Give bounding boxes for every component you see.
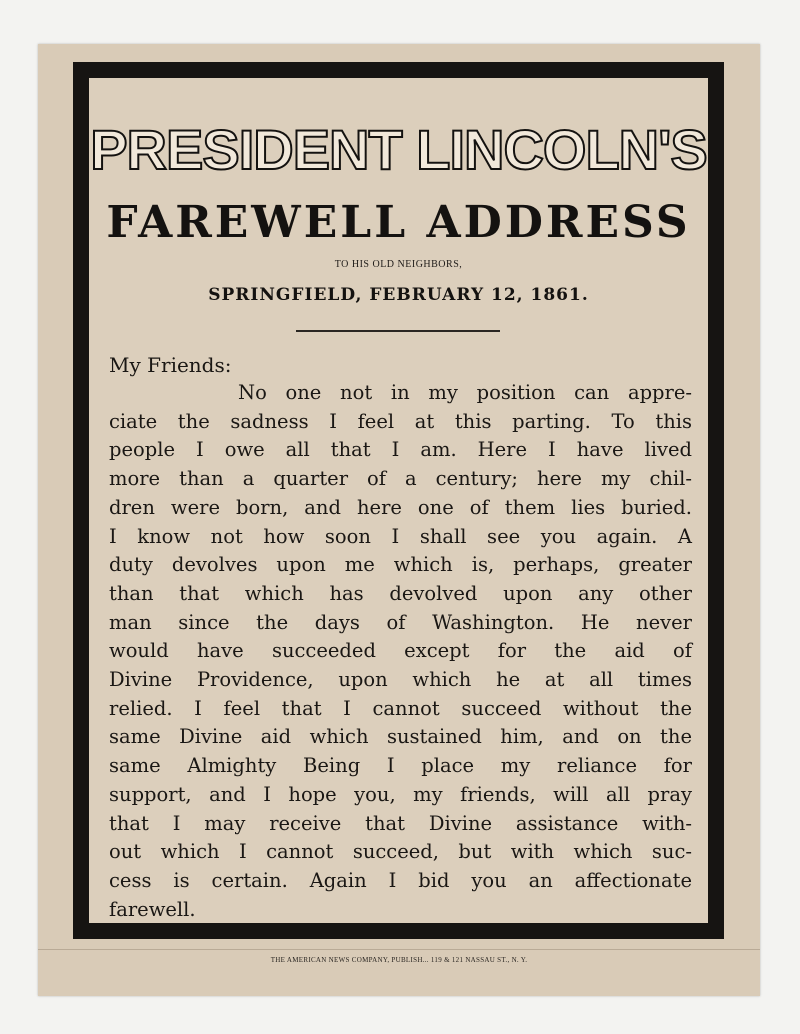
body-line: man since the days of Washington. He never [109, 610, 692, 634]
body-line: cess is certain. Again I bid you an affectionate [109, 868, 692, 892]
title-president-lincolns: PRESIDENT LINCOLN'S [90, 118, 707, 181]
mourning-border-frame [73, 62, 724, 939]
address-body [109, 379, 692, 924]
dedication-line: TO HIS OLD NEIGHBORS, [334, 259, 463, 270]
body-line: would have succeeded except for the aid of [109, 639, 692, 663]
body-line: out which I cannot succeed, but with which suc- [109, 840, 692, 864]
publisher-imprint: THE AMERICAN NEWS COMPANY, PUBLISH... 119 & 121 NASSAU ST., N. Y. [270, 956, 528, 964]
body-line: farewell. [109, 897, 196, 921]
body-line: I know not how soon I shall see you again. A [109, 524, 692, 548]
broadside-page [38, 44, 760, 996]
body-line: same Almighty Being I place my reliance for [109, 754, 692, 778]
body-line: duty devolves upon me which is, perhaps, greater [109, 553, 692, 577]
body-line: same Divine aid which sustained him, and on the [109, 725, 692, 749]
body-line: No one not in my position can appre- [238, 381, 692, 404]
body-line: support, and I hope you, my friends, will all pray [109, 782, 692, 806]
body-line: relied. I feel that I cannot succeed without the [109, 696, 692, 720]
salutation: My Friends: [109, 353, 232, 377]
divider-rule [296, 330, 500, 332]
body-line: more than a quarter of a century; here my chil- [109, 467, 692, 491]
title-farewell-address: FAREWELL ADDRESS [106, 197, 691, 248]
body-line: people I owe all that I am. Here I have lived [109, 438, 692, 462]
body-line: ciate the sadness I feel at this parting. To this [109, 409, 692, 433]
place-and-date: SPRINGFIELD, FEBRUARY 12, 1861. [208, 285, 589, 305]
body-line: dren were born, and here one of them lies buried. [109, 495, 692, 519]
body-line: than that which has devolved upon any other [109, 581, 692, 605]
body-line: Divine Providence, upon which he at all times [109, 668, 692, 692]
body-line: that I may receive that Divine assistance with- [109, 811, 692, 835]
